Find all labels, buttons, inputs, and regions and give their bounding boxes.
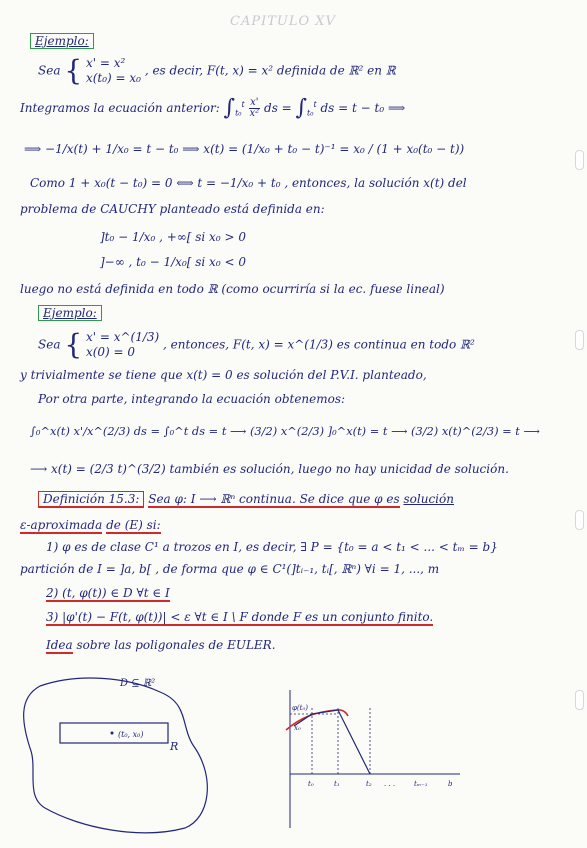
example-1-condition: Como 1 + x₀(t − t₀) = 0 ⟺ t = −1/x₀ + t₀ , entonces, la solución x(t) del <box>30 176 467 190</box>
idea-label: Idea <box>46 638 73 652</box>
tick-b: b <box>448 780 453 788</box>
example-1-solution: ⟹ −1/x(t) + 1/x₀ = t − t₀ ⟹ x(t) = (1/x₀ + t₀ − t)⁻¹ = x₀ / (1 + x₀(t₀ − t)) <box>24 142 465 156</box>
tick-t2: t₂ <box>366 780 372 788</box>
definition-item-3: 3) |φ'(t) − F(t, φ(t))| < ε ∀t ∈ I \ F donde F es un conjunto finito. <box>46 610 434 624</box>
example-2-system: Sea { x' = x^(1/3) x(0) = 0 , entonces, F(t, x) = x^(1/3) es continua en todo ℝ² <box>38 328 475 361</box>
example-2-label: Ejemplo: <box>38 305 102 321</box>
example-1-system: Sea { x' = x² x(t₀) = x₀ , es decir, F(t, x) = x² definida de ℝ² en ℝ <box>38 54 396 87</box>
definition-label: Definición 15.3: <box>38 491 144 508</box>
example-1-case-1: ]t₀ − 1/x₀ , +∞[ si x₀ > 0 <box>100 230 246 244</box>
rectangle-R <box>60 723 168 743</box>
example-2-trivial: y trivialmente se tiene que x(t) = 0 es solución del P.V.I. planteado, <box>20 368 427 382</box>
idea-text: sobre las poligonales de EULER. <box>76 638 276 652</box>
idea-line <box>46 638 276 652</box>
definition-item-1: 1) φ es de clase C¹ a trozos en I, es decir, ∃ P = {t₀ = a < t₁ < ... < tₘ = b} <box>46 540 498 554</box>
domain-figure <box>20 668 230 838</box>
definition-item-1-cont: partición de I = ]a, b[ , de forma que φ ∈ C¹(]tᵢ₋₁, tᵢ[, ℝⁿ) ∀i = 1, ..., m <box>20 562 440 576</box>
phi-label: φ(t₀) <box>292 704 308 712</box>
domain-region-outline <box>24 678 208 833</box>
initial-point <box>111 732 114 735</box>
example-1-conclusion: luego no está definida en todo ℝ (como ocurriría si la ec. fuese lineal) <box>20 282 445 296</box>
example-1-integral: Integramos la ecuación anterior: $\int_{t_0}^t$ $\frac{x'}{\text{x²}}$ ds = $\int_{t_0}^t$ ds = t − t₀ ⟹ <box>20 95 406 121</box>
example-2-desc: , entonces, F(t, x) = x^(1/3) es continua en todo ℝ² <box>163 337 475 352</box>
euler-polygonal <box>294 710 370 774</box>
definition-line-2: ε-aproximada de (E) si: <box>20 518 161 532</box>
example-2-integrate: Por otra parte, integrando la ecuación obtenemos: <box>38 392 346 406</box>
x0-label: x₀ <box>294 724 301 732</box>
example-2-integral: ∫₀^x(t) x'/x^(2/3) ds = ∫₀^t ds = t ⟶ (3/2) x^(2/3) ]₀^x(t) = t ⟶ (3/2) x(t)^(2/3) = t ⟶ <box>30 424 540 438</box>
tick-dots: . . . <box>384 780 396 788</box>
example-1-case-2: ]−∞ , t₀ − 1/x₀[ si x₀ < 0 <box>100 255 246 269</box>
definition-item-2: 2) (t, φ(t)) ∈ D ∀t ∈ I <box>46 586 170 600</box>
definition-line-1: Definición 15.3: Sea φ: I ⟶ ℝⁿ continua. Se dice que φ es solución <box>38 492 454 506</box>
example-1-domain-text: problema de CAUCHY planteado está definida en: <box>20 202 325 216</box>
tick-tm1: tₘ₋₁ <box>414 780 428 788</box>
example-2-conclusion: ⟶ x(t) = (2/3 t)^(3/2) también es solución, luego no hay unicidad de solución. <box>30 462 509 476</box>
euler-polygonal-figure <box>270 668 470 838</box>
faint-header: CAPITULO XV <box>230 14 336 29</box>
example-1-desc: , es decir, F(t, x) = x² definida de ℝ² en ℝ <box>144 63 396 78</box>
example-1-label: Ejemplo: <box>30 33 94 49</box>
rect-label: R <box>170 740 179 753</box>
tick-t1: t₁ <box>334 780 340 788</box>
domain-label: D ⊆ ℝ² <box>120 678 156 689</box>
point-label: (t₀, x₀) <box>118 730 144 739</box>
tick-t0: t₀ <box>308 780 314 788</box>
